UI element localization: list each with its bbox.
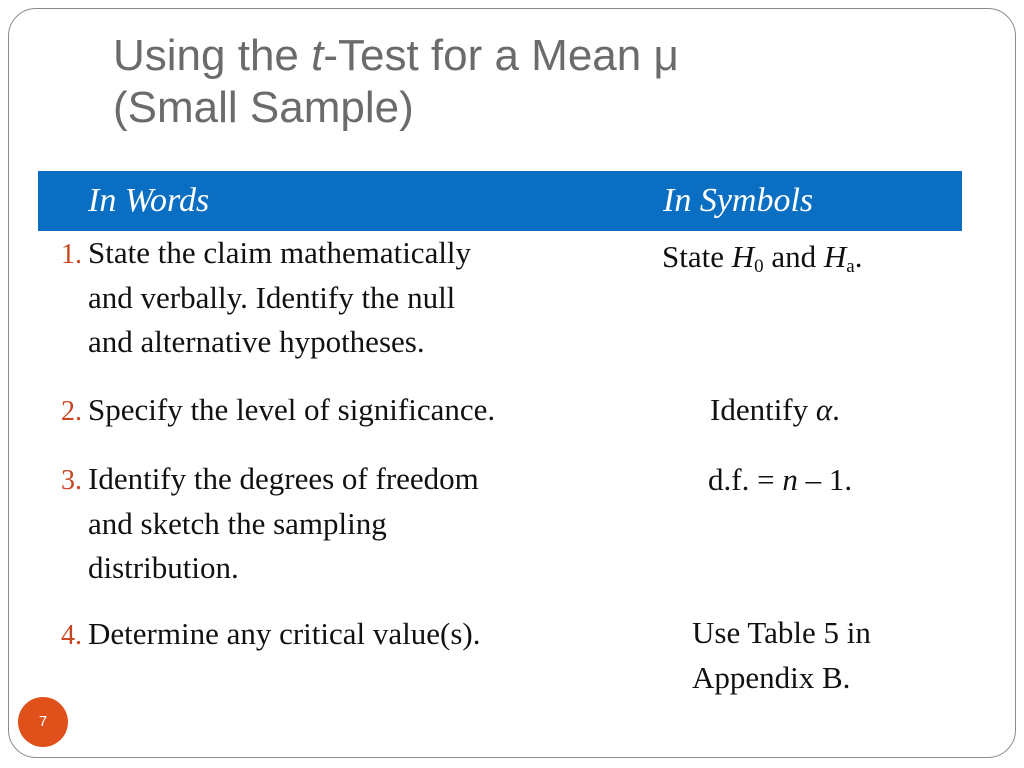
- row-words-3: [88, 457, 588, 591]
- page-number-badge: 7: [18, 697, 68, 747]
- sym-2-end: .: [832, 392, 840, 427]
- sym-1-and: and: [763, 239, 824, 274]
- title-line2: (Small Sample): [113, 83, 414, 132]
- row-1-line-2: and verbally. Identify the null: [88, 279, 456, 315]
- row-words-2: [88, 388, 588, 433]
- row-number-1: 1.: [61, 239, 82, 270]
- sym-3-n: n: [782, 462, 798, 497]
- row-3-line-3: distribution.: [88, 550, 239, 585]
- sym-2-text: Identify: [710, 392, 816, 427]
- row-symbols-2: [710, 388, 840, 433]
- row-symbols-4: [692, 611, 871, 700]
- row-number-3: 3.: [61, 465, 82, 496]
- sym-3-end: – 1.: [797, 462, 853, 497]
- row-1-line-3: and alternative hypotheses.: [88, 324, 425, 359]
- row-words-1: [88, 231, 588, 365]
- sym-1-end: .: [854, 239, 863, 274]
- header-in-words: In Words: [88, 182, 210, 219]
- row-3-line-2: and sketch the sampling: [88, 505, 387, 541]
- row-1-line-1: State the claim mathematically: [88, 235, 472, 270]
- title-italic-t: t: [311, 31, 324, 80]
- row-number-4: 4.: [61, 620, 82, 651]
- row-symbols-1: [662, 235, 862, 280]
- sym-1-ha: H: [823, 239, 847, 274]
- row-symbols-3: [708, 458, 852, 503]
- sym-1-suba: a: [846, 256, 855, 277]
- sym-3-text: d.f. =: [708, 462, 783, 497]
- sym-1-h0: H: [731, 239, 755, 274]
- title-line1-rest: -Test for a Mean μ: [323, 31, 679, 80]
- title-prefix: Using the: [113, 31, 312, 80]
- sym-2-alpha: α: [815, 392, 833, 427]
- header-in-symbols: In Symbols: [663, 182, 814, 219]
- sym-1-text: State: [662, 239, 732, 274]
- row-4-line-1: Determine any critical value(s).: [88, 616, 481, 651]
- row-2-line-1: Specify the level of significance.: [88, 392, 496, 427]
- row-number-2: 2.: [61, 396, 82, 427]
- sym-4-line-2: Appendix B.: [692, 659, 851, 695]
- row-words-4: [88, 612, 588, 657]
- slide-title: [113, 30, 679, 134]
- row-3-line-1: Identify the degrees of freedom: [88, 461, 479, 496]
- sym-4-line-1: Use Table 5 in: [692, 615, 871, 650]
- sym-1-sub0: 0: [754, 256, 764, 277]
